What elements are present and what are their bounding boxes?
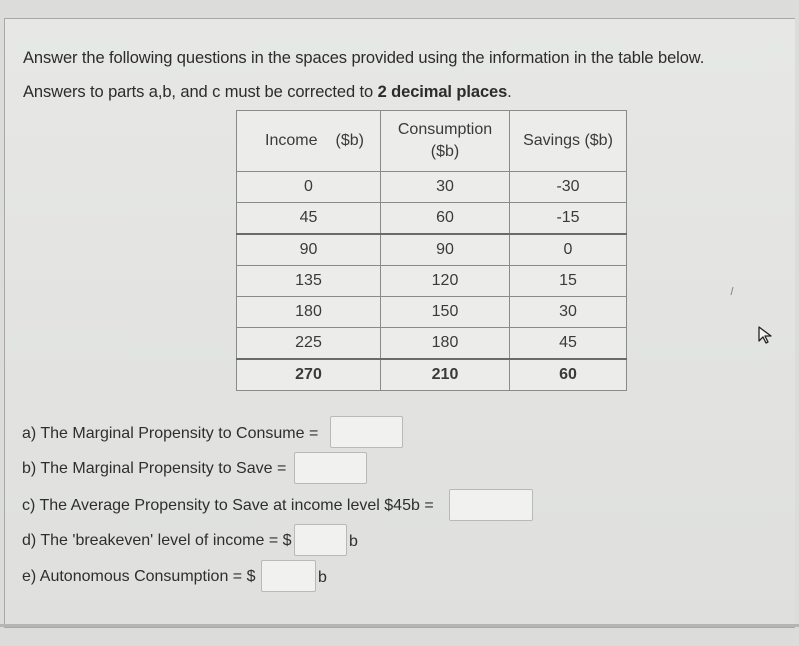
header-income bbox=[237, 111, 381, 172]
income-consumption-savings-table bbox=[236, 110, 627, 391]
cell-savings: -15 bbox=[510, 203, 627, 235]
cell-income: 270 bbox=[237, 359, 381, 391]
instructions-decimal-places: 2 decimal places bbox=[377, 83, 508, 101]
table-row bbox=[237, 328, 627, 360]
breakeven-income-input[interactable] bbox=[294, 524, 347, 556]
cell-savings: 0 bbox=[510, 234, 627, 266]
question-b-label: b) The Marginal Propensity to Save = bbox=[22, 460, 287, 477]
table-row bbox=[237, 266, 627, 297]
cell-income: 225 bbox=[237, 328, 381, 360]
cell-income: 135 bbox=[237, 266, 381, 297]
mouse-pointer-icon bbox=[757, 325, 775, 345]
table-row bbox=[237, 172, 627, 203]
table-header-row bbox=[237, 111, 627, 172]
aps-answer-input[interactable] bbox=[449, 489, 533, 521]
cell-income: 180 bbox=[237, 297, 381, 328]
instructions-line-1: Answer the following questions in the spaces provided using the information in the table below. bbox=[23, 49, 705, 67]
header-savings: Savings ($b) bbox=[510, 111, 627, 172]
header-income-unit: ($b) bbox=[335, 132, 364, 149]
question-e-label: e) Autonomous Consumption = $ bbox=[22, 568, 256, 585]
stray-mark bbox=[730, 287, 734, 295]
header-consumption-label: Consumption bbox=[397, 121, 493, 138]
question-a-label: a) The Marginal Propensity to Consume = bbox=[22, 425, 319, 442]
instructions-line-2-prefix: Answers to parts a,b, and c must be corrected to bbox=[23, 83, 378, 101]
cell-consumption: 60 bbox=[381, 203, 510, 235]
autonomous-consumption-input[interactable] bbox=[261, 560, 316, 592]
cell-savings: 45 bbox=[510, 328, 627, 360]
table-row bbox=[237, 234, 627, 266]
table-row bbox=[237, 297, 627, 328]
cell-consumption: 150 bbox=[381, 297, 510, 328]
cell-consumption: 210 bbox=[381, 359, 510, 391]
mps-answer-input[interactable] bbox=[294, 452, 367, 484]
instructions-line-2-suffix: . bbox=[507, 83, 512, 101]
question-c-label: c) The Average Propensity to Save at income level $45b = bbox=[22, 497, 434, 514]
header-consumption bbox=[381, 111, 510, 172]
cell-consumption: 30 bbox=[381, 172, 510, 203]
bottom-divider bbox=[0, 624, 799, 627]
question-page bbox=[4, 18, 795, 628]
header-income-label: Income bbox=[265, 132, 318, 149]
cell-income: 90 bbox=[237, 234, 381, 266]
cell-savings: -30 bbox=[510, 172, 627, 203]
header-consumption-unit: ($b) bbox=[430, 143, 460, 160]
instructions-line-2 bbox=[23, 75, 704, 109]
question-d-label: d) The 'breakeven' level of income = $ bbox=[22, 532, 292, 549]
cell-income: 0 bbox=[237, 172, 381, 203]
cell-income: 45 bbox=[237, 203, 381, 235]
cell-savings: 30 bbox=[510, 297, 627, 328]
breakeven-unit-label: b bbox=[349, 533, 358, 550]
cell-consumption: 120 bbox=[381, 266, 510, 297]
autonomous-consumption-unit-label: b bbox=[318, 569, 327, 586]
instructions bbox=[23, 41, 704, 109]
cell-consumption: 90 bbox=[381, 234, 510, 266]
cell-savings: 15 bbox=[510, 266, 627, 297]
table-row bbox=[237, 203, 627, 235]
table-row bbox=[237, 359, 627, 391]
cell-consumption: 180 bbox=[381, 328, 510, 360]
cell-savings: 60 bbox=[510, 359, 627, 391]
mpc-answer-input[interactable] bbox=[330, 416, 403, 448]
